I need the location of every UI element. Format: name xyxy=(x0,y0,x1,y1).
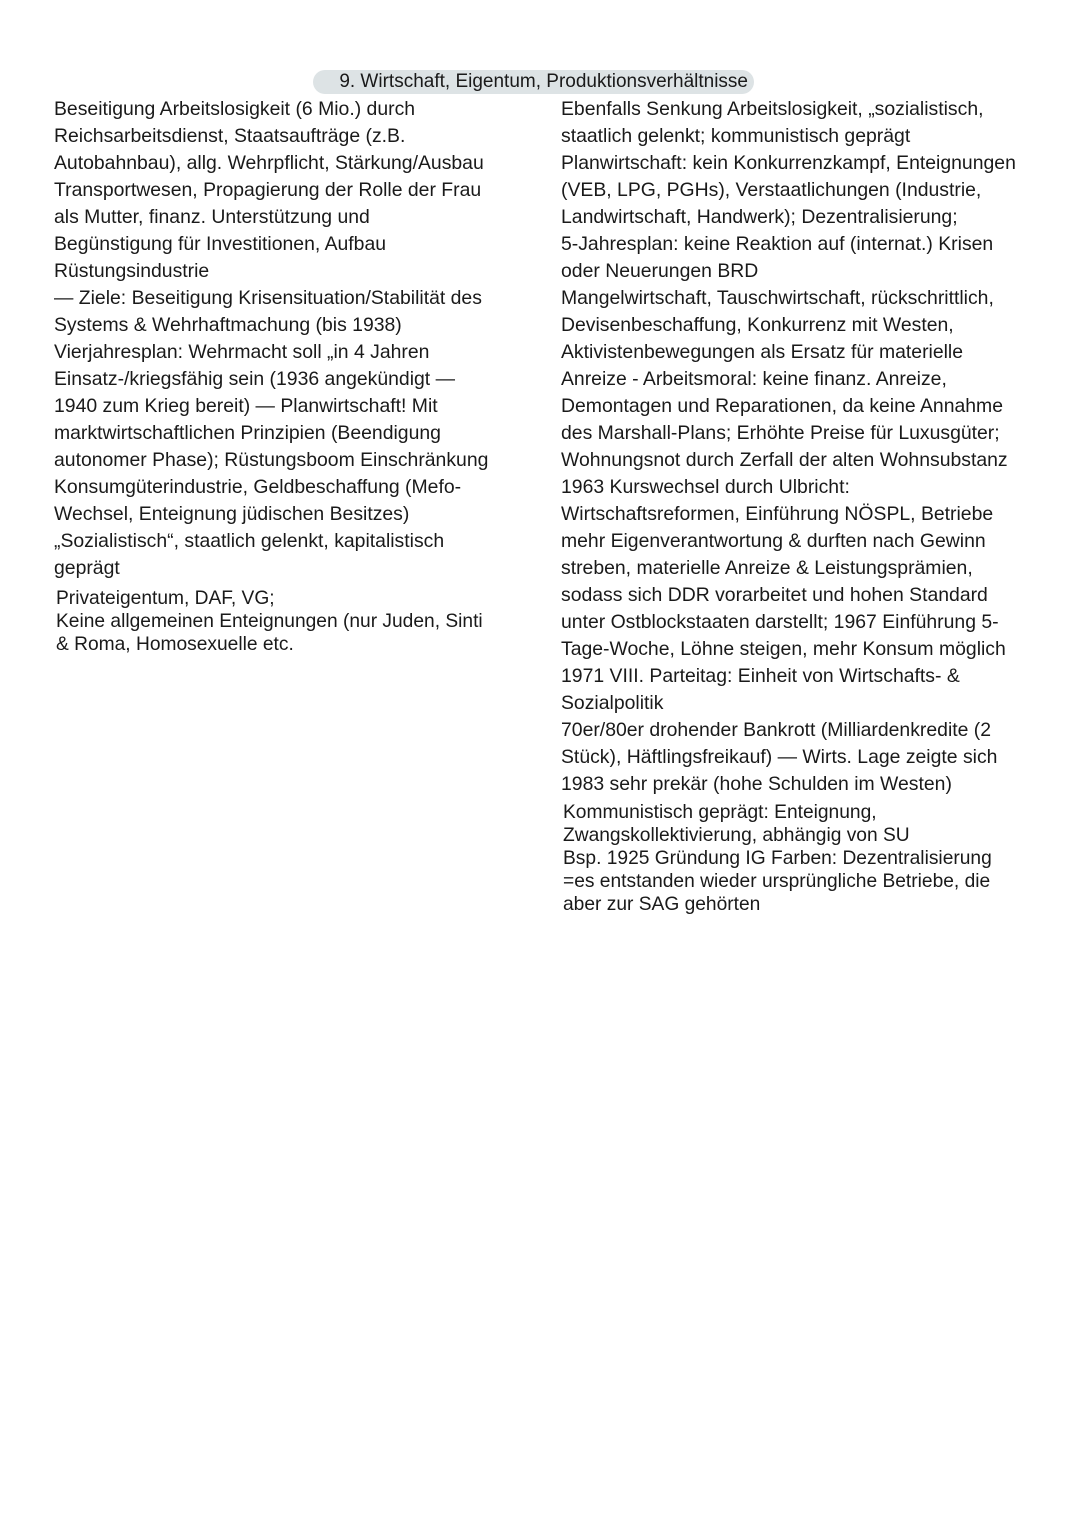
text-line: 1940 zum Krieg bereit) — Planwirtschaft! Mit xyxy=(54,395,438,417)
text-line: 70er/80er drohender Bankrott (Milliardenkredite (2 xyxy=(561,719,992,741)
text-line: Wohnungsnot durch Zerfall der alten Wohnsubstanz xyxy=(561,449,1008,471)
text-line: (VEB, LPG, PGHs), Verstaatlichungen (Industrie, xyxy=(561,179,982,201)
text-line: Kommunistisch geprägt: Enteignung, xyxy=(563,802,877,823)
text-line: Vierjahresplan: Wehrmacht soll „in 4 Jahren xyxy=(54,341,430,363)
text-line: 1963 Kurswechsel durch Ulbricht: xyxy=(561,476,850,498)
text-line: des Marshall-Plans; Erhöhte Preise für Luxusgüter; xyxy=(561,422,1000,444)
text-line: Wirtschaftsreformen, Einführung NÖSPL, Betriebe xyxy=(561,503,994,525)
text-line: Sozialpolitik xyxy=(561,692,664,714)
text-line: Demontagen und Reparationen, da keine Annahme xyxy=(561,395,1003,417)
text-line: 1971 VIII. Parteitag: Einheit von Wirtschafts- & xyxy=(561,665,960,687)
text-line: Privateigentum, DAF, VG; xyxy=(56,588,275,609)
text-line: als Mutter, finanz. Unterstützung und xyxy=(54,206,370,228)
text-line: marktwirtschaftlichen Prinzipien (Beendigung xyxy=(54,422,441,444)
right-column-extra-text xyxy=(563,801,992,916)
text-line: autonomer Phase); Rüstungsboom Einschränkung xyxy=(54,449,489,471)
text-line: Reichsarbeitsdienst, Staatsaufträge (z.B. xyxy=(54,125,406,147)
text-line: Begünstigung für Investitionen, Aufbau xyxy=(54,233,387,255)
text-line: Anreize - Arbeitsmoral: keine finanz. Anreize, xyxy=(561,368,947,390)
text-line: Aktivistenbewegungen als Ersatz für materielle xyxy=(561,341,964,363)
text-line: Devisenbeschaffung, Konkurrenz mit Westen, xyxy=(561,314,954,336)
text-line: Bsp. 1925 Gründung IG Farben: Dezentralisierung xyxy=(563,848,992,869)
text-line: Zwangskollektivierung, abhängig von SU xyxy=(563,825,910,846)
text-line: 1983 sehr prekär (hohe Schulden im Westen) xyxy=(561,773,952,795)
text-line: Rüstungsindustrie xyxy=(54,260,210,282)
text-line: Stück), Häftlingsfreikauf) — Wirts. Lage zeigte sich xyxy=(561,746,998,768)
text-line: unter Ostblockstaaten darstellt; 1967 Einführung 5- xyxy=(561,611,999,633)
text-line: Systems & Wehrhaftmachung (bis 1938) xyxy=(54,314,402,336)
text-line: Einsatz-/kriegsfähig sein (1936 angekündigt — xyxy=(54,368,455,390)
text-line: Keine allgemeinen Enteignungen (nur Juden, Sinti xyxy=(56,611,483,632)
text-line: Beseitigung Arbeitslosigkeit (6 Mio.) durch xyxy=(54,98,416,120)
text-line: Mangelwirtschaft, Tauschwirtschaft, rückschrittlich, xyxy=(561,287,994,309)
text-line: Landwirtschaft, Handwerk); Dezentralisierung; xyxy=(561,206,958,228)
text-line: Konsumgüterindustrie, Geldbeschaffung (Mefo- xyxy=(54,476,462,498)
text-line: Wechsel, Enteignung jüdischen Besitzes) xyxy=(54,503,410,525)
text-line: sodass sich DDR vorarbeitet und hohen Standard xyxy=(561,584,988,606)
text-line: Transportwesen, Propagierung der Rolle der Frau xyxy=(54,179,482,201)
text-line: Ebenfalls Senkung Arbeitslosigkeit, „sozialistisch, xyxy=(561,98,984,120)
text-line: 5-Jahresplan: keine Reaktion auf (internat.) Krisen xyxy=(561,233,994,255)
text-line: — Ziele: Beseitigung Krisensituation/Stabilität des xyxy=(54,287,482,309)
right-column-main-text xyxy=(561,96,1016,798)
left-column-main-text xyxy=(54,96,488,582)
left-column-extra-text xyxy=(56,587,483,656)
text-line: Planwirtschaft: kein Konkurrenzkampf, Enteignungen xyxy=(561,152,1016,174)
text-line: & Roma, Homosexuelle etc. xyxy=(56,634,294,655)
text-line: Autobahnbau), allg. Wehrpflicht, Stärkung/Ausbau xyxy=(54,152,484,174)
text-line: oder Neuerungen BRD xyxy=(561,260,759,282)
text-line: aber zur SAG gehörten xyxy=(563,894,761,915)
text-line: „Sozialistisch“, staatlich gelenkt, kapitalistisch xyxy=(54,530,445,552)
text-line: geprägt xyxy=(54,557,120,579)
text-line: streben, materielle Anreize & Leistungsprämien, xyxy=(561,557,973,579)
text-line: =es entstanden wieder ursprüngliche Betriebe, die xyxy=(563,871,991,892)
text-line: Tage-Woche, Löhne steigen, mehr Konsum möglich xyxy=(561,638,1006,660)
text-line: mehr Eigenverantwortung & durften nach Gewinn xyxy=(561,530,986,552)
text-line: staatlich gelenkt; kommunistisch geprägt xyxy=(561,125,911,147)
section-title: 9. Wirtschaft, Eigentum, Produktionsverhältnisse xyxy=(313,70,754,94)
